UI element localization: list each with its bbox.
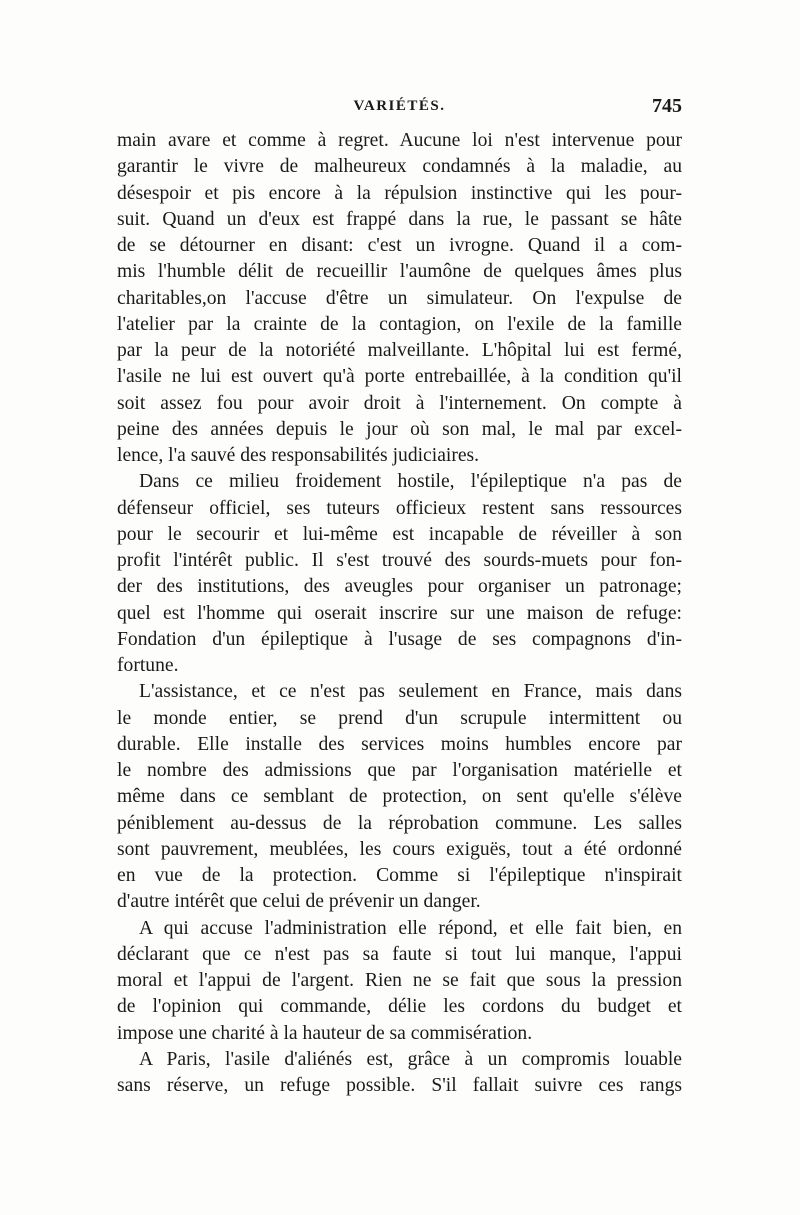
running-head <box>117 95 682 124</box>
text-line: l'asile ne lui est ouvert qu'à porte entrebaillée, à la condition qu'il <box>117 366 682 388</box>
text-line: même dans ce semblant de protection, on sent qu'elle s'élève <box>117 786 682 808</box>
text-line: pour le secourir et lui-même est incapable de réveiller à son <box>117 523 682 545</box>
text-line: l'atelier par la crainte de la contagion, on l'exile de la famille <box>117 313 682 335</box>
text-line: lence, l'a sauvé des responsabilités judiciaires. <box>117 445 480 466</box>
text-line: peine des années depuis le jour où son mal, le mal par excel- <box>117 418 682 440</box>
text-line: moral et l'appui de l'argent. Rien ne se fait que sous la pression <box>117 970 682 991</box>
text-line: Fondation d'un épileptique à l'usage de ses compagnons d'in- <box>117 628 682 650</box>
text-line: en vue de la protection. Comme si l'épileptique n'inspirait <box>117 865 682 886</box>
text-line: sans réserve, un refuge possible. S'il fallait suivre ces rangs <box>117 1075 682 1096</box>
body-text <box>117 128 682 1099</box>
text-line: profit l'intérêt public. Il s'est trouvé des sourds-muets pour fon- <box>117 550 682 571</box>
text-line: défenseur officiel, ses tuteurs officieux restent sans ressources <box>117 497 682 519</box>
text-line: de l'opinion qui commande, délie les cordons du budget et <box>117 996 682 1018</box>
text-line: péniblement au-dessus de la réprobation commune. Les salles <box>117 812 682 834</box>
text-line: L'assistance, et ce n'est pas seulement en France, mais dans <box>139 681 682 703</box>
text-line: impose une charité à la hauteur de sa commisération. <box>117 1022 533 1044</box>
text-line: fortune. <box>117 655 179 676</box>
text-line: main avare et comme à regret. Aucune loi n'est intervenue pour <box>117 130 682 151</box>
text-line: der des institutions, des aveugles pour organiser un patronage; <box>117 576 682 598</box>
text-line: le nombre des admissions que par l'organisation matérielle et <box>117 760 682 781</box>
running-title: VARIÉTÉS. <box>353 98 446 114</box>
text-line: d'autre intérêt que celui de prévenir un danger. <box>117 891 481 913</box>
text-line: mis l'humble délit de recueillir l'aumône de quelques âmes plus <box>117 261 682 283</box>
text-line: durable. Elle installe des services moins humbles encore par <box>117 733 682 755</box>
text-line: de se détourner en disant: c'est un ivrogne. Quand il a com- <box>117 235 682 256</box>
text-line: déclarant que ce n'est pas sa faute si tout lui manque, l'appui <box>117 943 682 965</box>
page-number: 745 <box>652 95 682 117</box>
text-line: le monde entier, se prend d'un scrupule intermittent ou <box>117 707 682 729</box>
text-line: garantir le vivre de malheureux condamnés à la maladie, au <box>117 156 682 178</box>
text-line: soit assez fou pour avoir droit à l'internement. On compte à <box>117 392 682 414</box>
text-line: par la peur de la notoriété malveillante. L'hôpital lui est fermé, <box>117 340 682 361</box>
text-line: sont pauvrement, meublées, les cours exiguës, tout a été ordonné <box>117 838 682 860</box>
text-line: désespoir et pis encore à la répulsion instinctive qui les pour- <box>117 182 682 204</box>
text-line: suit. Quand un d'eux est frappé dans la rue, le passant se hâte <box>117 208 682 230</box>
text-line: A qui accuse l'administration elle répond, et elle fait bien, en <box>139 917 682 939</box>
text-line: A Paris, l'asile d'aliénés est, grâce à un compromis louable <box>139 1048 682 1070</box>
text-line: Dans ce milieu froidement hostile, l'épileptique n'a pas de <box>139 471 682 493</box>
text-line: charitables,on l'accuse d'être un simulateur. On l'expulse de <box>117 287 682 309</box>
text-line: quel est l'homme qui oserait inscrire sur une maison de refuge: <box>117 602 682 624</box>
